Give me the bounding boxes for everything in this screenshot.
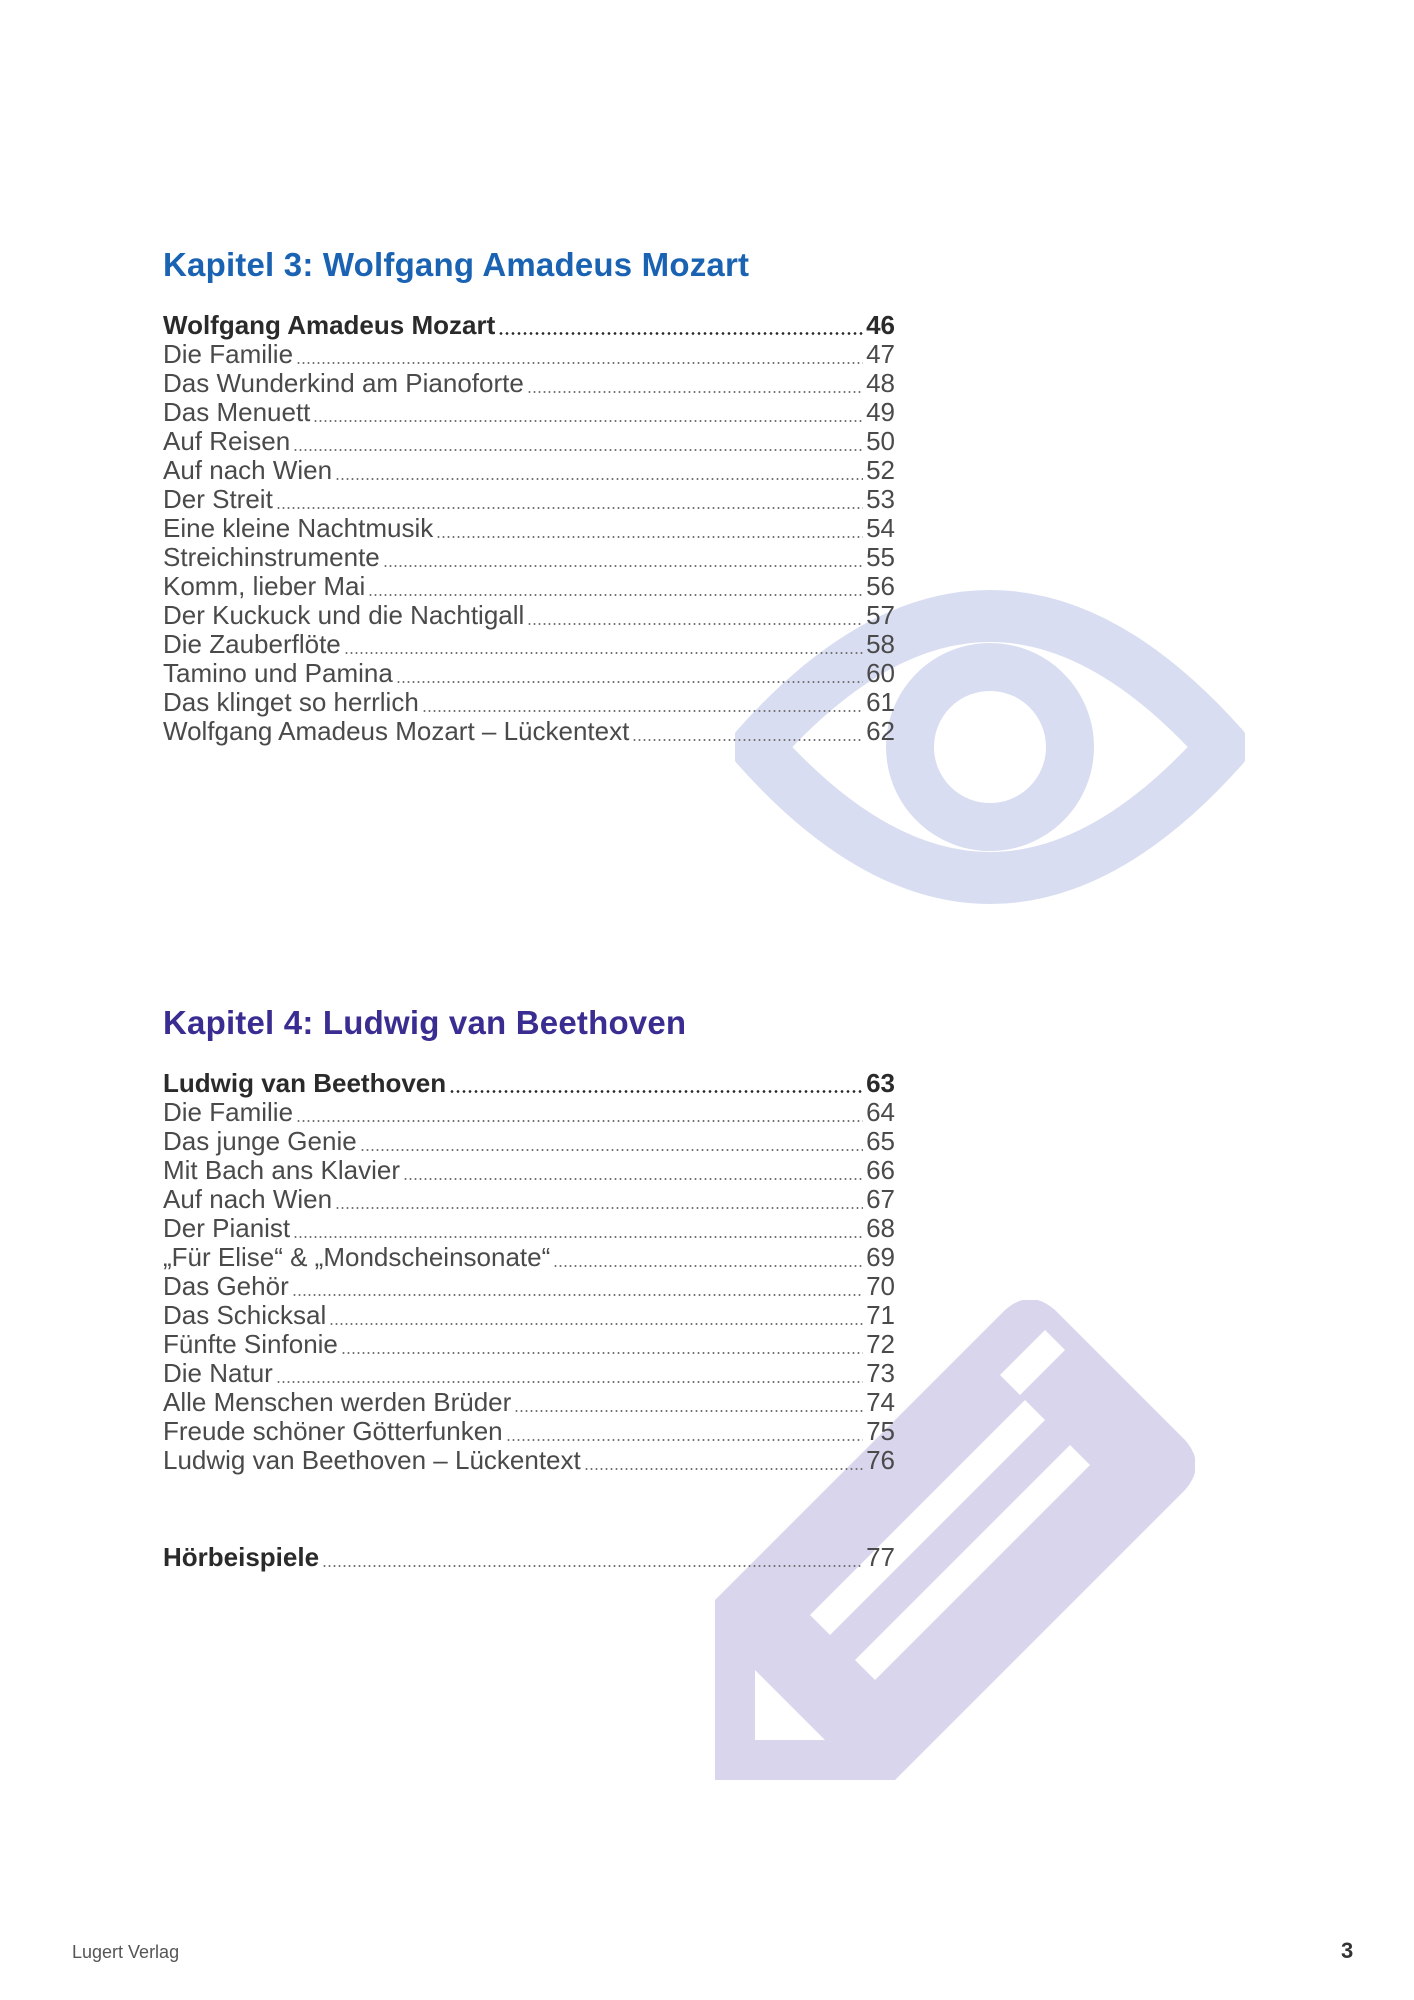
toc-entry-label: Streichinstrumente [163,542,380,572]
toc-entry-page: 69 [866,1242,895,1272]
toc-entry-label: Tamino und Pamina [163,658,393,688]
toc-entry-label: Das Schicksal [163,1300,327,1330]
dot-leader [296,1120,863,1122]
toc-entry[interactable] [163,630,895,659]
chapter-3-title: Kapitel 3: Wolfgang Amadeus Mozart [163,246,750,283]
toc-entry-page: 46 [866,310,895,340]
toc-entry-page: 76 [866,1445,895,1475]
toc-entry[interactable] [163,369,895,398]
toc-entry-page: 52 [866,455,895,485]
chapter-4-title: Kapitel 4: Ludwig van Beethoven [163,1004,687,1041]
toc-entry-label: Das Menuett [163,397,311,427]
chapter-4-toc [163,1069,895,1475]
toc-entry-label: „Für Elise“ & „Mondscheinsonate“ [163,1242,551,1272]
toc-entry[interactable] [163,1127,895,1156]
chapter-3-toc [163,311,895,746]
toc-entry-page: 55 [866,542,895,572]
toc-entry-label: Auf nach Wien [163,1184,333,1214]
toc-entry-page: 77 [866,1542,895,1572]
toc-entry-page: 63 [866,1068,895,1098]
toc-entry[interactable] [163,398,895,427]
toc-entry[interactable] [163,485,895,514]
toc-entry-label: Freude schöner Götterfunken [163,1416,503,1446]
dot-leader [360,1149,863,1151]
toc-entry[interactable] [163,1185,895,1214]
toc-entry-label: Auf nach Wien [163,455,333,485]
dot-leader [329,1323,863,1325]
dot-leader [449,1090,863,1093]
dot-leader [292,1294,863,1296]
toc-entry-page: 60 [866,658,895,688]
toc-entry-label: Die Natur [163,1358,273,1388]
toc-entry-page: 68 [866,1213,895,1243]
toc-entry[interactable] [163,1446,895,1475]
toc-entry[interactable] [163,1388,895,1417]
chapter-3-section [163,246,895,746]
toc-entry[interactable] [163,514,895,543]
toc-entry[interactable] [163,543,895,572]
toc-entry-label: Wolfgang Amadeus Mozart – Lückentext [163,716,630,746]
toc-entry-label: Das Wunderkind am Pianoforte [163,368,524,398]
toc-entry-label: Alle Menschen werden Brüder [163,1387,512,1417]
toc-entry-page: 73 [866,1358,895,1388]
toc-entry-page: 56 [866,571,895,601]
dot-leader [584,1468,863,1470]
toc-entry-label: Das klinget so herrlich [163,687,419,717]
dot-leader [498,332,863,335]
toc-entry[interactable] [163,659,895,688]
toc-entry[interactable] [163,1359,895,1388]
toc-entry-page: 70 [866,1271,895,1301]
hoerbeispiele-section [163,1543,895,1572]
toc-entry-page: 58 [866,629,895,659]
chapter-4-section [163,1004,895,1475]
toc-entry[interactable] [163,427,895,456]
toc-entry[interactable] [163,688,895,717]
toc-entry-page: 57 [866,600,895,630]
page-number: 3 [1341,1938,1354,1963]
toc-entry[interactable] [163,311,895,340]
toc-entry-page: 47 [866,339,895,369]
toc-entry-label: Die Familie [163,339,294,369]
publisher-name: Lugert Verlag [72,1942,180,1962]
toc-entry[interactable] [163,1272,895,1301]
toc-entry-label: Hörbeispiele [163,1542,320,1572]
toc-entry-label: Der Kuckuck und die Nachtigall [163,600,525,630]
dot-leader [296,362,863,364]
toc-entry[interactable] [163,1243,895,1272]
toc-entry-page: 61 [866,687,895,717]
dot-leader [383,565,863,567]
toc-entry-page: 54 [866,513,895,543]
dot-leader [396,681,863,683]
dot-leader [341,1352,863,1354]
toc-entry-label: Fünfte Sinfonie [163,1329,338,1359]
toc-entry[interactable] [163,1098,895,1127]
dot-leader [293,1236,863,1238]
toc-entry[interactable] [163,717,895,746]
toc-entry-page: 53 [866,484,895,514]
toc-entry-label: Das Gehör [163,1271,289,1301]
toc-entry-label: Das junge Genie [163,1126,357,1156]
toc-entry[interactable] [163,1069,895,1098]
toc-entry-label: Der Streit [163,484,273,514]
dot-leader [322,1565,863,1567]
dot-leader [276,1381,863,1383]
toc-entry-label: Der Pianist [163,1213,291,1243]
toc-entry-label: Ludwig van Beethoven [163,1068,447,1098]
dot-leader [293,449,863,451]
dot-leader [436,536,863,538]
toc-entry-hoerbeispiele[interactable] [163,1543,895,1572]
dot-leader [527,391,863,393]
toc-entry[interactable] [163,1214,895,1243]
dot-leader [514,1410,863,1412]
toc-entry-page: 67 [866,1184,895,1214]
toc-entry-page: 71 [866,1300,895,1330]
dot-leader [527,623,863,625]
dot-leader [313,420,863,422]
dot-leader [344,652,863,654]
dot-leader [553,1265,863,1267]
toc-entry-page: 74 [866,1387,895,1417]
dot-leader [368,594,863,596]
toc-entry-page: 49 [866,397,895,427]
toc-entry-label: Die Familie [163,1097,294,1127]
dot-leader [335,478,863,480]
toc-entry[interactable] [163,601,895,630]
dot-leader [632,739,863,741]
toc-entry-page: 66 [866,1155,895,1185]
toc-entry-label: Eine kleine Nachtmusik [163,513,434,543]
toc-entry-label: Ludwig van Beethoven – Lückentext [163,1445,581,1475]
toc-entry-label: Die Zauberflöte [163,629,341,659]
toc-entry[interactable] [163,340,895,369]
dot-leader [403,1178,863,1180]
toc-entry[interactable] [163,572,895,601]
toc-entry-label: Mit Bach ans Klavier [163,1155,400,1185]
toc-entry-label: Komm, lieber Mai [163,571,366,601]
dot-leader [506,1439,863,1441]
toc-entry-label: Auf Reisen [163,426,291,456]
toc-entry-page: 72 [866,1329,895,1359]
toc-entry[interactable] [163,1330,895,1359]
toc-entry-page: 50 [866,426,895,456]
toc-entry-label: Wolfgang Amadeus Mozart [163,310,496,340]
toc-entry[interactable] [163,1156,895,1185]
dot-leader [276,507,863,509]
toc-entry-page: 62 [866,716,895,746]
toc-entry-page: 64 [866,1097,895,1127]
toc-entry[interactable] [163,1417,895,1446]
dot-leader [422,710,863,712]
toc-entry[interactable] [163,456,895,485]
toc-entry-page: 75 [866,1416,895,1446]
toc-entry-page: 48 [866,368,895,398]
toc-entry[interactable] [163,1301,895,1330]
toc-entry-page: 65 [866,1126,895,1156]
dot-leader [335,1207,863,1209]
